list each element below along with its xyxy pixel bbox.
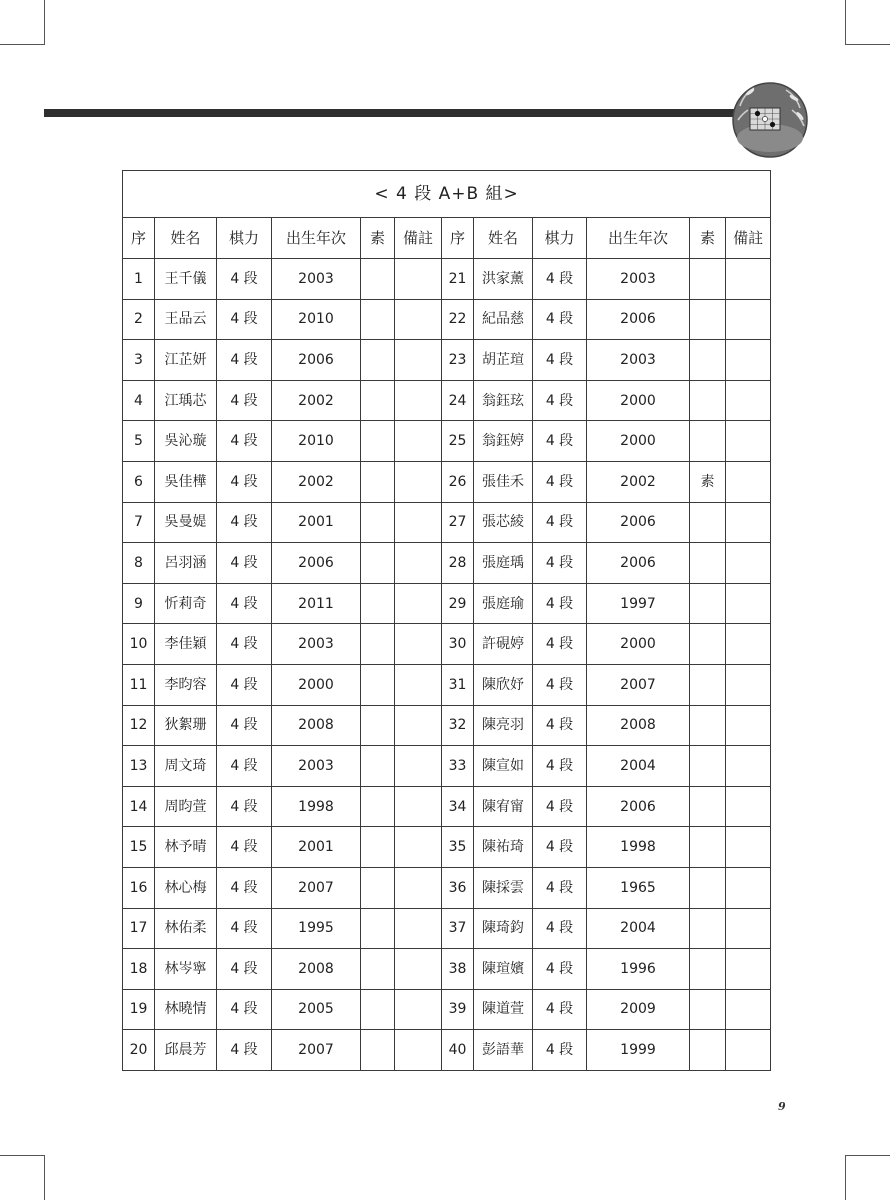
birth-year-cell: 1998	[272, 786, 361, 827]
name-cell: 林予晴	[155, 827, 217, 868]
su-cell	[690, 786, 726, 827]
note-cell	[726, 664, 771, 705]
seq-cell: 38	[442, 949, 474, 990]
note-cell	[395, 827, 442, 868]
rank-cell: 4 段	[217, 299, 272, 340]
note-cell	[726, 259, 771, 300]
rank-cell: 4 段	[217, 867, 272, 908]
name-cell: 陳瑄嬪	[474, 949, 533, 990]
su-cell	[690, 827, 726, 868]
birth-year-cell: 2002	[272, 380, 361, 421]
header-rank-left: 棋力	[217, 218, 272, 259]
note-cell	[395, 380, 442, 421]
name-cell: 陳祐琦	[474, 827, 533, 868]
note-cell	[395, 1030, 442, 1071]
crop-mark-bottom-right-h	[845, 1155, 890, 1156]
note-cell	[395, 502, 442, 543]
seq-cell: 37	[442, 908, 474, 949]
seq-cell: 36	[442, 867, 474, 908]
table-row	[123, 989, 771, 1030]
birth-year-cell: 1995	[272, 908, 361, 949]
rank-cell: 4 段	[217, 340, 272, 381]
note-cell	[726, 827, 771, 868]
rank-cell: 4 段	[533, 340, 587, 381]
name-cell: 翁鈺婷	[474, 421, 533, 462]
name-cell: 陳道萱	[474, 989, 533, 1030]
birth-year-cell: 2006	[272, 543, 361, 584]
rank-cell: 4 段	[217, 583, 272, 624]
name-cell: 王千儀	[155, 259, 217, 300]
rank-cell: 4 段	[533, 746, 587, 787]
birth-year-cell: 2007	[272, 867, 361, 908]
rank-cell: 4 段	[533, 461, 587, 502]
birth-year-cell: 2008	[272, 705, 361, 746]
birth-year-cell: 1997	[587, 583, 690, 624]
note-cell	[395, 340, 442, 381]
table-row	[123, 421, 771, 462]
seq-cell: 26	[442, 461, 474, 502]
rank-cell: 4 段	[217, 421, 272, 462]
birth-year-cell: 2000	[587, 380, 690, 421]
note-cell	[726, 949, 771, 990]
seq-cell: 35	[442, 827, 474, 868]
su-cell	[690, 259, 726, 300]
name-cell: 吳佳樺	[155, 461, 217, 502]
note-cell	[726, 380, 771, 421]
header-name-right: 姓名	[474, 218, 533, 259]
birth-year-cell: 2007	[272, 1030, 361, 1071]
name-cell: 林曉情	[155, 989, 217, 1030]
name-cell: 王品云	[155, 299, 217, 340]
note-cell	[726, 908, 771, 949]
seq-cell: 22	[442, 299, 474, 340]
crop-mark-top-left-h	[0, 44, 45, 45]
crop-mark-bottom-left-h	[0, 1155, 45, 1156]
seq-cell: 10	[123, 624, 155, 665]
note-cell	[726, 340, 771, 381]
rank-cell: 4 段	[217, 380, 272, 421]
su-cell	[361, 461, 395, 502]
table-row	[123, 1030, 771, 1071]
seq-cell: 1	[123, 259, 155, 300]
seq-cell: 31	[442, 664, 474, 705]
rank-cell: 4 段	[533, 299, 587, 340]
su-cell	[361, 340, 395, 381]
rank-cell: 4 段	[533, 705, 587, 746]
birth-year-cell: 2002	[587, 461, 690, 502]
seq-cell: 27	[442, 502, 474, 543]
header-birth-year-left: 出生年次	[272, 218, 361, 259]
birth-year-cell: 2006	[587, 299, 690, 340]
name-cell: 陳欣妤	[474, 664, 533, 705]
birth-year-cell: 2006	[587, 502, 690, 543]
seq-cell: 15	[123, 827, 155, 868]
birth-year-cell: 2007	[587, 664, 690, 705]
table-row	[123, 340, 771, 381]
birth-year-cell: 2005	[272, 989, 361, 1030]
header-birth-year-right: 出生年次	[587, 218, 690, 259]
birth-year-cell: 1965	[587, 867, 690, 908]
table-row	[123, 624, 771, 665]
note-cell	[726, 502, 771, 543]
seq-cell: 3	[123, 340, 155, 381]
rank-cell: 4 段	[533, 624, 587, 665]
rank-cell: 4 段	[217, 949, 272, 990]
table-row	[123, 664, 771, 705]
su-cell	[361, 949, 395, 990]
rank-cell: 4 段	[217, 1030, 272, 1071]
rank-cell: 4 段	[533, 421, 587, 462]
rank-cell: 4 段	[217, 664, 272, 705]
table-title: < 4 段 A+B 組>	[123, 171, 771, 218]
rank-cell: 4 段	[217, 786, 272, 827]
seq-cell: 9	[123, 583, 155, 624]
note-cell	[395, 583, 442, 624]
seq-cell: 4	[123, 380, 155, 421]
crop-mark-top-right-h	[845, 44, 890, 45]
note-cell	[726, 624, 771, 665]
header-seq-left: 序	[123, 218, 155, 259]
note-cell	[726, 746, 771, 787]
rank-cell: 4 段	[533, 259, 587, 300]
rank-cell: 4 段	[533, 867, 587, 908]
name-cell: 陳亮羽	[474, 705, 533, 746]
note-cell	[726, 786, 771, 827]
seq-cell: 30	[442, 624, 474, 665]
su-cell	[690, 299, 726, 340]
su-cell	[690, 705, 726, 746]
name-cell: 陳宣如	[474, 746, 533, 787]
name-cell: 翁鈺玹	[474, 380, 533, 421]
table-row	[123, 380, 771, 421]
crop-mark-bottom-right-v	[845, 1155, 846, 1200]
seq-cell: 6	[123, 461, 155, 502]
su-cell	[361, 867, 395, 908]
note-cell	[726, 989, 771, 1030]
name-cell: 張佳禾	[474, 461, 533, 502]
name-cell: 邱晨芳	[155, 1030, 217, 1071]
su-cell	[690, 949, 726, 990]
seq-cell: 5	[123, 421, 155, 462]
birth-year-cell: 2010	[272, 421, 361, 462]
seq-cell: 16	[123, 867, 155, 908]
birth-year-cell: 1998	[587, 827, 690, 868]
header-note-right: 備註	[726, 218, 771, 259]
note-cell	[726, 461, 771, 502]
note-cell	[395, 989, 442, 1030]
rank-cell: 4 段	[217, 624, 272, 665]
note-cell	[395, 746, 442, 787]
seq-cell: 24	[442, 380, 474, 421]
rank-cell: 4 段	[533, 543, 587, 584]
su-cell	[690, 867, 726, 908]
table-row	[123, 543, 771, 584]
seq-cell: 25	[442, 421, 474, 462]
su-cell	[690, 664, 726, 705]
header-row	[123, 218, 771, 259]
su-cell	[690, 380, 726, 421]
name-cell: 陳採雲	[474, 867, 533, 908]
su-cell	[690, 583, 726, 624]
birth-year-cell: 2010	[272, 299, 361, 340]
table-row	[123, 502, 771, 543]
seq-cell: 14	[123, 786, 155, 827]
su-cell	[361, 380, 395, 421]
seq-cell: 34	[442, 786, 474, 827]
birth-year-cell: 2000	[587, 421, 690, 462]
su-cell	[361, 908, 395, 949]
seq-cell: 29	[442, 583, 474, 624]
rank-cell: 4 段	[217, 502, 272, 543]
table-row	[123, 299, 771, 340]
name-cell: 許硯婷	[474, 624, 533, 665]
name-cell: 林岑寧	[155, 949, 217, 990]
rank-cell: 4 段	[217, 461, 272, 502]
rank-cell: 4 段	[217, 259, 272, 300]
note-cell	[395, 867, 442, 908]
birth-year-cell: 2008	[587, 705, 690, 746]
table-row	[123, 867, 771, 908]
seq-cell: 33	[442, 746, 474, 787]
seq-cell: 21	[442, 259, 474, 300]
note-cell	[395, 543, 442, 584]
rank-cell: 4 段	[217, 827, 272, 868]
header-name-left: 姓名	[155, 218, 217, 259]
seq-cell: 20	[123, 1030, 155, 1071]
birth-year-cell: 2001	[272, 827, 361, 868]
su-cell	[690, 1030, 726, 1071]
go-board-bamboo-emblem-icon	[730, 80, 810, 160]
table-row	[123, 827, 771, 868]
rank-cell: 4 段	[217, 705, 272, 746]
seq-cell: 8	[123, 543, 155, 584]
birth-year-cell: 2004	[587, 746, 690, 787]
page-number: 9	[778, 1100, 786, 1113]
note-cell	[395, 664, 442, 705]
roster-table	[122, 170, 771, 1071]
seq-cell: 7	[123, 502, 155, 543]
su-cell	[361, 1030, 395, 1071]
rank-cell: 4 段	[533, 827, 587, 868]
birth-year-cell: 2003	[587, 340, 690, 381]
name-cell: 呂羽涵	[155, 543, 217, 584]
rank-cell: 4 段	[533, 989, 587, 1030]
note-cell	[395, 259, 442, 300]
rank-cell: 4 段	[533, 380, 587, 421]
birth-year-cell: 2003	[272, 624, 361, 665]
note-cell	[726, 543, 771, 584]
name-cell: 林心梅	[155, 867, 217, 908]
name-cell: 吳曼媞	[155, 502, 217, 543]
birth-year-cell: 2006	[272, 340, 361, 381]
su-cell	[361, 746, 395, 787]
note-cell	[395, 949, 442, 990]
su-cell	[690, 624, 726, 665]
su-cell	[361, 664, 395, 705]
note-cell	[726, 705, 771, 746]
rank-cell: 4 段	[533, 908, 587, 949]
name-cell: 張庭瑀	[474, 543, 533, 584]
su-cell	[361, 827, 395, 868]
seq-cell: 39	[442, 989, 474, 1030]
note-cell	[395, 908, 442, 949]
birth-year-cell: 2003	[272, 259, 361, 300]
su-cell	[361, 259, 395, 300]
note-cell	[726, 421, 771, 462]
rank-cell: 4 段	[533, 786, 587, 827]
rank-cell: 4 段	[533, 949, 587, 990]
seq-cell: 40	[442, 1030, 474, 1071]
note-cell	[395, 421, 442, 462]
seq-cell: 13	[123, 746, 155, 787]
header-su-right: 素	[690, 218, 726, 259]
birth-year-cell: 2000	[587, 624, 690, 665]
su-cell	[361, 705, 395, 746]
rank-cell: 4 段	[533, 502, 587, 543]
table-row	[123, 259, 771, 300]
su-cell	[361, 624, 395, 665]
su-cell: 素	[690, 461, 726, 502]
rank-cell: 4 段	[217, 543, 272, 584]
crop-mark-bottom-left-v	[44, 1155, 45, 1200]
name-cell: 周文琦	[155, 746, 217, 787]
header-su-left: 素	[361, 218, 395, 259]
name-cell: 江芷妍	[155, 340, 217, 381]
seq-cell: 28	[442, 543, 474, 584]
birth-year-cell: 2006	[587, 543, 690, 584]
crop-mark-top-left-v	[44, 0, 45, 45]
seq-cell: 32	[442, 705, 474, 746]
header-seq-right: 序	[442, 218, 474, 259]
seq-cell: 11	[123, 664, 155, 705]
su-cell	[361, 989, 395, 1030]
name-cell: 洪家薰	[474, 259, 533, 300]
note-cell	[726, 1030, 771, 1071]
birth-year-cell: 2009	[587, 989, 690, 1030]
header-note-left: 備註	[395, 218, 442, 259]
su-cell	[690, 543, 726, 584]
su-cell	[361, 583, 395, 624]
seq-cell: 2	[123, 299, 155, 340]
note-cell	[395, 299, 442, 340]
note-cell	[395, 461, 442, 502]
su-cell	[690, 746, 726, 787]
name-cell: 林佑柔	[155, 908, 217, 949]
note-cell	[726, 583, 771, 624]
rank-cell: 4 段	[217, 908, 272, 949]
su-cell	[690, 502, 726, 543]
seq-cell: 23	[442, 340, 474, 381]
rank-cell: 4 段	[533, 1030, 587, 1071]
birth-year-cell: 2011	[272, 583, 361, 624]
name-cell: 狄絮珊	[155, 705, 217, 746]
note-cell	[395, 705, 442, 746]
birth-year-cell: 2002	[272, 461, 361, 502]
crop-mark-top-right-v	[845, 0, 846, 45]
note-cell	[726, 867, 771, 908]
su-cell	[361, 543, 395, 584]
table-row	[123, 746, 771, 787]
seq-cell: 19	[123, 989, 155, 1030]
rank-cell: 4 段	[533, 664, 587, 705]
birth-year-cell: 2008	[272, 949, 361, 990]
name-cell: 李昀容	[155, 664, 217, 705]
name-cell: 吳沁璇	[155, 421, 217, 462]
su-cell	[690, 989, 726, 1030]
birth-year-cell: 1996	[587, 949, 690, 990]
name-cell: 胡芷瑄	[474, 340, 533, 381]
seq-cell: 12	[123, 705, 155, 746]
name-cell: 江瑀芯	[155, 380, 217, 421]
name-cell: 李佳穎	[155, 624, 217, 665]
name-cell: 周昀萱	[155, 786, 217, 827]
table-row	[123, 786, 771, 827]
name-cell: 陳琦鈞	[474, 908, 533, 949]
birth-year-cell: 2001	[272, 502, 361, 543]
su-cell	[361, 502, 395, 543]
birth-year-cell: 2003	[272, 746, 361, 787]
header-rank-right: 棋力	[533, 218, 587, 259]
rank-cell: 4 段	[217, 989, 272, 1030]
birth-year-cell: 2000	[272, 664, 361, 705]
seq-cell: 18	[123, 949, 155, 990]
name-cell: 張庭瑜	[474, 583, 533, 624]
table-row	[123, 949, 771, 990]
table-row	[123, 705, 771, 746]
note-cell	[726, 299, 771, 340]
note-cell	[395, 786, 442, 827]
su-cell	[690, 340, 726, 381]
su-cell	[361, 786, 395, 827]
name-cell: 彭語華	[474, 1030, 533, 1071]
header-rule	[44, 109, 744, 117]
name-cell: 陳宥甯	[474, 786, 533, 827]
su-cell	[690, 421, 726, 462]
table-row	[123, 461, 771, 502]
birth-year-cell: 2004	[587, 908, 690, 949]
su-cell	[361, 299, 395, 340]
seq-cell: 17	[123, 908, 155, 949]
name-cell: 忻莉奇	[155, 583, 217, 624]
rank-cell: 4 段	[217, 746, 272, 787]
birth-year-cell: 2003	[587, 259, 690, 300]
note-cell	[395, 624, 442, 665]
su-cell	[690, 908, 726, 949]
table-row	[123, 908, 771, 949]
name-cell: 張芯綾	[474, 502, 533, 543]
birth-year-cell: 1999	[587, 1030, 690, 1071]
rank-cell: 4 段	[533, 583, 587, 624]
name-cell: 紀品慈	[474, 299, 533, 340]
table-row	[123, 583, 771, 624]
su-cell	[361, 421, 395, 462]
birth-year-cell: 2006	[587, 786, 690, 827]
